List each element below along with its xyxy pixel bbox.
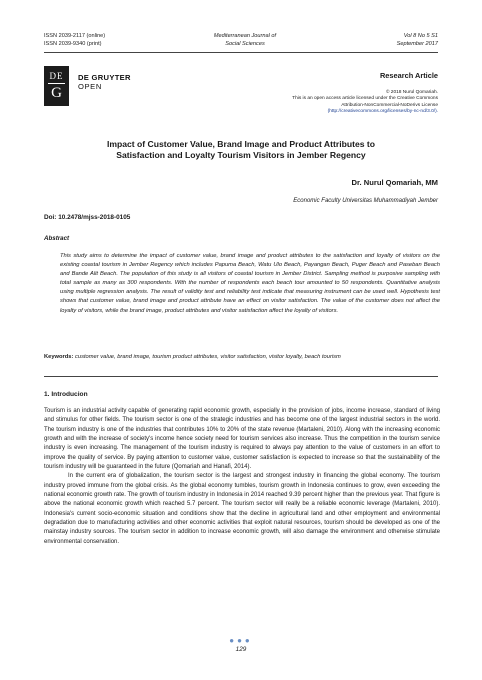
section-divider xyxy=(44,376,438,377)
journal-name-line2: Social Sciences xyxy=(225,41,265,47)
body-paragraph: Tourism is an industrial activity capable of generating rapid economic growth, especially in the provision of jobs, income increase, standard of living and stimulus for other fields. The tourism sector is one of the strategic industries and has become one of the largest industrial sectors in the world. The tourism industry is one of the industries that contributes 10% to 20% of the state revenue (Martaleni, 2010). Along with the increasing economic growth and with the increase of society's income hence society need for tourism services also increase. Thus the competition in the tourism service industry is even increasing. The management of the tourism industry is required to always pay attention to the value of customers in an effort to improve the quality of service. By paying attention to customer value, customer satisfaction is expected to increase so that the sustainability of the tourism industry will be guaranteed in the future (Qomariah and Hanafi, 2014). xyxy=(44,408,440,471)
journal-name-line1: Mediterranean Journal of xyxy=(213,33,277,39)
volume-block xyxy=(397,32,438,48)
license-line: This is an open access article licensed under the Creative Commons xyxy=(292,96,438,102)
doi[interactable]: Doi: 10.2478/mjss-2018-0105 xyxy=(44,214,131,221)
body-paragraph: In the current era of globalization, the tourism sector is the largest and strongest industry in financing the global economy. The tourism industry proved immune from the global crisis. As the global economy tumbles, tourism growth in Indonesia continues to grow, even exceeding the national economic growth rate. The growth of tourism industry in Indonesia in 2014 reached 9.39 percent higher than the previous year. That figure is above the national economic growth which reached 5.7 percent. The tourism sector will really be a reliable economic leverage (Martaleni, 2010). Indonesia's current socio-economic situation and conditions show that the decline in agricultural land and other employment and environmental degradation due to manufacturing activities and other economic activities that exploit natural resources, tourism should be developed as one of the mainstay industry sources. The tourism sector in addition to increase economic growth, will also damage the environment and otherwise stimulate environmental conservation. xyxy=(44,473,440,545)
article-title-line2: Satisfaction and Loyalty Tourism Visitors in Jember Regency xyxy=(116,150,366,160)
issn-online: ISSN 2039-2117 (online) xyxy=(44,33,106,39)
section-heading: 1. Introducion xyxy=(44,391,88,398)
copyright-line: © 2018 Nurul Qomariah. xyxy=(385,90,438,95)
page-number: 129 xyxy=(235,646,247,653)
author-name: Dr. Nurul Qomariah, MM xyxy=(351,178,438,187)
article-type: Research Article xyxy=(379,71,438,80)
keywords xyxy=(44,353,440,362)
publisher-logo-mark xyxy=(44,66,69,106)
keywords-list: customer value, brand image, tourism product attributes, visitor satisfaction, visitor loyalty, beach tourism xyxy=(75,354,341,360)
publisher-name-sub: OPEN xyxy=(78,82,102,91)
article-title-line1: Impact of Customer Value, Brand Image and Product Attributes to xyxy=(106,139,376,149)
header-divider xyxy=(44,52,438,53)
license-name: Attribution-NonCommercial-NoDerivs License xyxy=(341,102,438,108)
journal-name xyxy=(190,32,300,48)
logo-mark-divider xyxy=(48,83,65,84)
body-text xyxy=(44,407,440,547)
author-affiliation: Economic Faculty Universitas Muhammadiyah Jember xyxy=(293,198,438,204)
keywords-label: Keywords: xyxy=(44,354,74,360)
footer-ornament: ●●● xyxy=(229,636,253,645)
logo-mark-bottom: G xyxy=(51,85,62,101)
license-link[interactable]: (http://creativecommons.org/licenses/by-nc-nd/3.0/). xyxy=(327,109,438,115)
volume-issue: Vol 8 No 5 S1 xyxy=(403,33,438,39)
issn-print: ISSN 2039-9340 (print) xyxy=(44,41,102,47)
issn-block xyxy=(44,32,105,48)
logo-mark-top: DE xyxy=(49,71,64,81)
abstract-heading: Abstract xyxy=(44,235,70,242)
abstract-text: This study aims to determine the impact of customer value, brand image and product attributes to the satisfaction and loyalty of visitors on the existing coastal tourism in Jember Regency which includes Papuma Beach, Watu Ulo Beach, Payangan Beach, Puger Beach and Paseban Beach and Bande Alit Beach. The population of this study is all visitors of coastal tourism in Jember District. Sampling method is purposive sampling with total sample as many as 300 respondents. With the number of respondents each beach tour amounted to 50 respondents. Quantitative analysis using multiple regression analysis. The result of validity test and reliability test indicate that measuring instrument can be used well. Hypothesis test shows that customer value, brand image and product attribute have an effect on visitor satisfaction. The value of the customer does not affect the loyalty of visitors, while the brand image, product attributes and visitor satisfaction affect the loyalty of visitors. xyxy=(60,253,440,314)
publication-date: September 2017 xyxy=(396,41,438,47)
article-title xyxy=(44,139,438,161)
publisher-name xyxy=(78,73,131,91)
publisher-name-main: DE GRUYTER xyxy=(78,73,131,82)
license-notice xyxy=(188,90,438,116)
